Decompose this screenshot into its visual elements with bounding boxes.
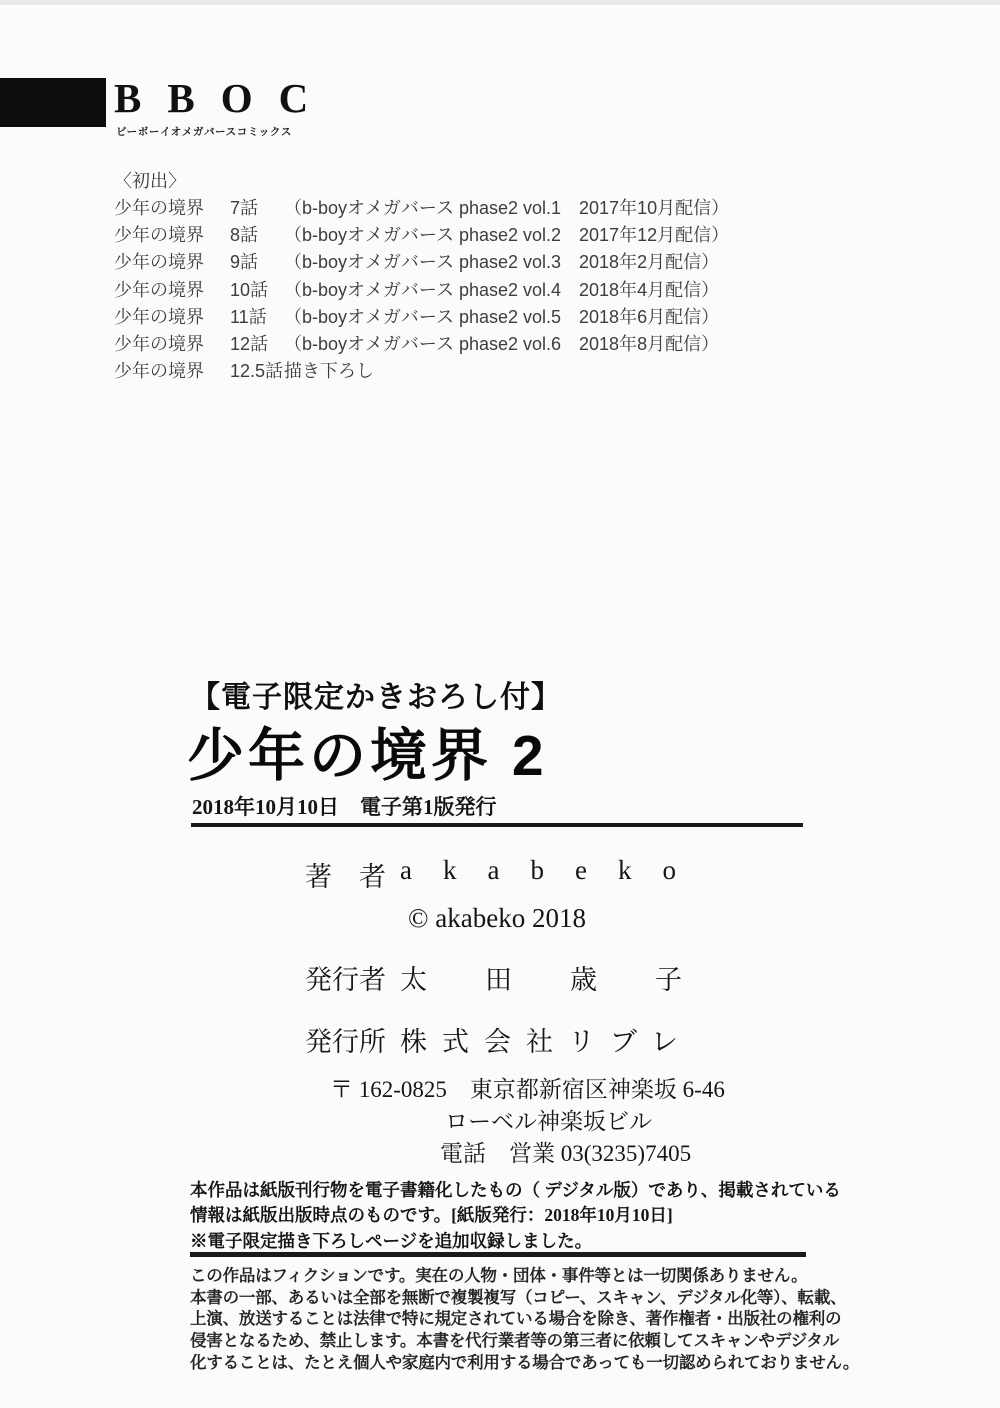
divider-rule bbox=[191, 823, 803, 827]
entry-note: （b-boyオメガバース phase2 vol.1 2017年10月配信） bbox=[284, 198, 730, 218]
issuer-name: 太田歳子 bbox=[400, 965, 740, 995]
legal-line: この作品はフィクションです。実在の人物・団体・事件等とは一切関係ありません。 bbox=[190, 1267, 808, 1285]
imprint-black-bar bbox=[0, 78, 106, 127]
imprint-acronym: BBOC bbox=[114, 75, 335, 121]
issuer-label: 発行者 bbox=[305, 965, 386, 995]
entry-episode: 9話 bbox=[230, 252, 259, 273]
entry-note: （b-boyオメガバース phase2 vol.4 2018年4月配信） bbox=[284, 279, 720, 300]
digital-note-line: 情報は紙版出版時点のものです。[紙版発行：2018年10月10日] bbox=[190, 1205, 673, 1226]
publication-entry bbox=[114, 222, 729, 249]
publication-entry bbox=[114, 249, 729, 276]
entry-note: （b-boyオメガバース phase2 vol.5 2018年6月配信） bbox=[284, 306, 720, 327]
divider-rule bbox=[190, 1252, 806, 1257]
digital-note-line: ※電子限定描き下ろしページを追加収録しました。 bbox=[190, 1230, 593, 1251]
entry-episode: 12.5話 bbox=[230, 361, 284, 382]
publisher-label: 発行所 bbox=[305, 1027, 386, 1057]
legal-disclaimer bbox=[190, 1266, 859, 1375]
first-publication-list bbox=[114, 195, 729, 385]
entry-title: 少年の境界 bbox=[114, 252, 204, 273]
entry-note: （b-boyオメガバース phase2 vol.2 2017年12月配信） bbox=[284, 225, 730, 246]
publisher-phone: 電話 営業 03(3235)7405 bbox=[440, 1141, 692, 1166]
digital-edition-note bbox=[190, 1178, 841, 1254]
entry-title: 少年の境界 bbox=[114, 361, 204, 382]
digital-exclusive-banner: 【電子限定かきおろし付】 bbox=[190, 681, 562, 714]
publisher-address-line2: ローベル神楽坂ビル bbox=[445, 1109, 652, 1134]
issue-date: 2018年10月10日 電子第1版発行 bbox=[192, 795, 497, 819]
imprint-subtitle: ビーボーイオメガバースコミックス bbox=[116, 126, 292, 138]
entry-title: 少年の境界 bbox=[114, 225, 204, 246]
entry-title: 少年の境界 bbox=[114, 306, 204, 327]
publication-entry bbox=[114, 304, 729, 331]
publication-entry bbox=[114, 277, 729, 304]
publisher-name: 株式会社リブレ bbox=[400, 1027, 693, 1057]
publication-entry bbox=[114, 195, 729, 222]
entry-note: （b-boyオメガバース phase2 vol.6 2018年8月配信） bbox=[284, 334, 720, 355]
entry-episode: 7話 bbox=[230, 198, 259, 218]
entry-episode: 12話 bbox=[230, 334, 269, 355]
publication-entry bbox=[114, 331, 729, 358]
first-publication-heading: 〈初出〉 bbox=[114, 171, 186, 191]
author-name: akabeko bbox=[400, 855, 707, 885]
entry-episode: 8話 bbox=[230, 225, 259, 246]
scan-edge bbox=[0, 0, 1000, 5]
legal-line: 侵害となるため、禁止します。本書を代行業者等の第三者に依頼してスキャンやデジタル bbox=[190, 1332, 840, 1351]
entry-note: （b-boyオメガバース phase2 vol.3 2018年2月配信） bbox=[284, 252, 720, 273]
digital-note-line: 本作品は紙版刊行物を電子書籍化したもの（ デジタル版）であり、掲載されている bbox=[190, 1180, 841, 1200]
legal-line: 上演、放送することは法律で特に規定されている場合を除き、著作権者・出版社の権利の bbox=[190, 1310, 842, 1329]
copyright-notice: © akabeko 2018 bbox=[408, 903, 586, 933]
author-label: 著 者 bbox=[305, 862, 386, 892]
legal-line: 本書の一部、あるいは全部を無断で複製複写（コピー、スキャン、デジタル化等）、転載、 bbox=[190, 1288, 847, 1307]
publication-entry bbox=[114, 358, 729, 385]
publisher-address-line1: 〒 162-0825 東京都新宿区神楽坂 6-46 bbox=[330, 1077, 725, 1102]
entry-title: 少年の境界 bbox=[114, 198, 204, 218]
book-title: 少年の境界 2 bbox=[187, 724, 548, 788]
entry-title: 少年の境界 bbox=[114, 334, 204, 355]
entry-note: 描き下ろし bbox=[284, 361, 374, 382]
entry-episode: 10話 bbox=[230, 279, 269, 300]
entry-title: 少年の境界 bbox=[114, 279, 204, 300]
entry-episode: 11話 bbox=[230, 306, 267, 327]
legal-line: 化することは、たとえ個人や家庭内で利用する場合であっても一切認められておりません。 bbox=[190, 1353, 860, 1372]
